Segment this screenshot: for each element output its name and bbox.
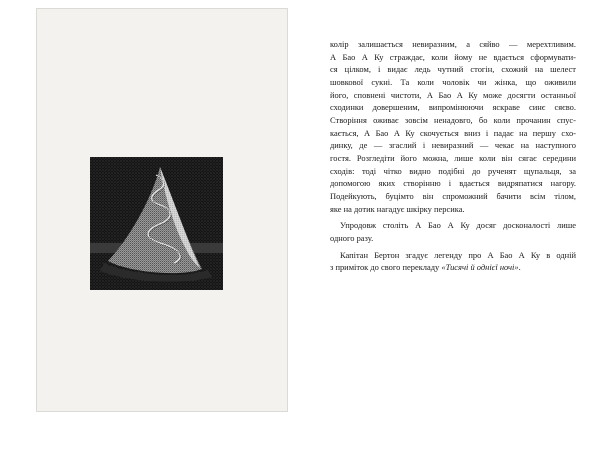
paragraph-2: [330, 219, 576, 244]
text-fragment: .: [518, 262, 521, 273]
text-line: колір залишається невиразним, а сяйво — мерехтливим.: [330, 39, 576, 49]
text-line: його, сповнені чистоти, А Бао А Ку може досягти останньої: [330, 89, 576, 100]
text-line: кається, А Бао А Ку скочується вниз і падає на першу схо-: [330, 127, 576, 138]
text-line: Подейкують, буцімто він спроможний бачити всім тілом,: [330, 190, 576, 201]
text-line: яке на дотик нагадує шкірку персика.: [330, 203, 465, 214]
left-page: [36, 8, 288, 412]
text-line: одного разу.: [330, 232, 374, 243]
text-fragment: з приміток до свого перекладу: [330, 262, 442, 273]
text-line: допомогою яких створінню і вдається видряпатися нагору.: [330, 178, 576, 189]
text-line: Створіння оживає зовсім ненадовго, бо коли прочанин спус-: [330, 114, 576, 125]
text-line: А Бао А Ку страждає, коли йому не вдається сформувати-: [330, 51, 576, 62]
text-line: Капітан Бертон згадує легенду про А Бао А Ку в одній: [340, 249, 576, 260]
book-title: «Тисячі й однієї ночі»: [441, 262, 519, 273]
paragraph-1: [330, 38, 576, 215]
text-line: шовкової сукні. Та коли чоловік чи жінка, що оживили: [330, 76, 576, 87]
text-line: сходинки довершеним, випромінюючи яскраве синє сяєво.: [330, 102, 576, 113]
text-line: сходів: тоді чітко видно подібні до рученят щупальця, за: [330, 165, 576, 176]
spiral-tower-engraving-icon: [90, 157, 223, 290]
text-line: динку, де — згаслий і невиразний — чекає на наступного: [330, 140, 576, 151]
text-line: ся цілком, і видає ледь чутний стогін, схожий на шелест: [330, 64, 576, 75]
text-line: гостя. Розгледіти його можна, лише коли він сягає середини: [330, 152, 576, 163]
text-line: [330, 261, 576, 274]
paragraph-3: [330, 249, 576, 274]
text-line: Упродовж століть А Бао А Ку досяг досконалості лише: [340, 220, 576, 231]
text-column: [330, 38, 576, 274]
